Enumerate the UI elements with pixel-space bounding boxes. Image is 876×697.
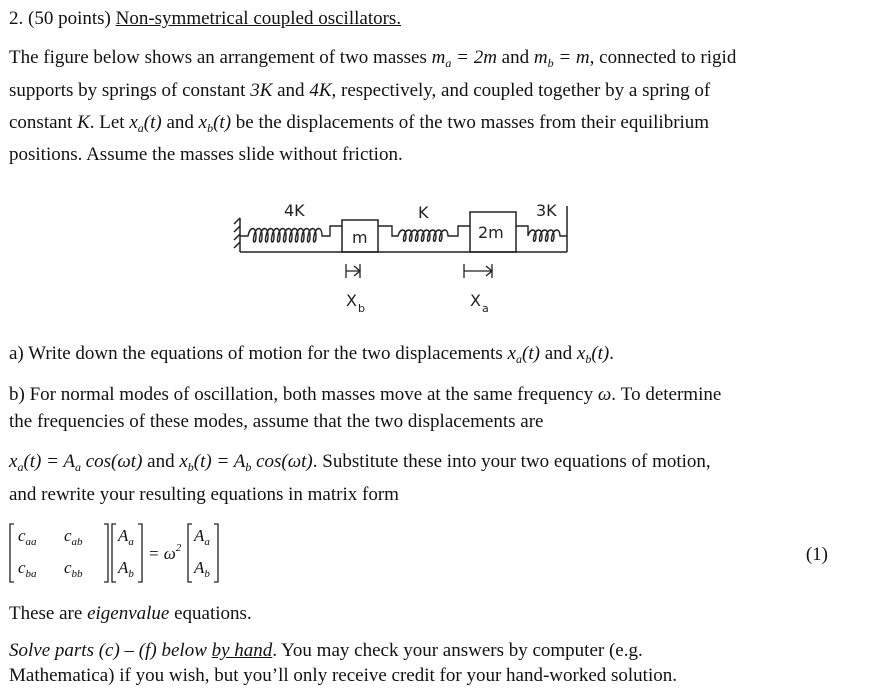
eigen-text: These are	[9, 603, 83, 624]
part-b-line-1	[9, 384, 721, 406]
equation-number: (1)	[805, 544, 828, 565]
left-wall	[234, 218, 240, 252]
omega-squared: = $\omega^2$	[148, 542, 182, 563]
vector-a-a: $A_a$	[118, 526, 134, 548]
eigen-emphasis: eigenvalue	[87, 603, 170, 624]
spring-left-label: 4K	[284, 201, 305, 220]
disp-left-label: X	[346, 291, 357, 310]
vector-a-b: $A_b$	[118, 558, 134, 580]
intro-text: positions. Assume the masses slide without friction.	[9, 144, 403, 165]
part-b-and: and	[147, 451, 175, 472]
disp-right-sub: a	[482, 302, 489, 315]
mass-b-symbol: $m_b = m$	[533, 47, 590, 70]
omega-symbol: ω	[597, 384, 612, 405]
solve-line-2	[9, 665, 677, 687]
intro-text: The figure below shows an arrangement of two masses	[9, 47, 427, 68]
part-a-text: a) Write down the equations of motion for the two displacements	[9, 343, 503, 364]
problem-heading	[9, 8, 401, 30]
vector-a-a-rhs: $A_a$	[194, 526, 210, 548]
spring-middle	[378, 226, 470, 241]
vector-a-b-rhs: $A_b$	[194, 558, 210, 580]
intro-line-1	[9, 47, 736, 74]
part-b-text: b) For normal modes of oscillation, both masses move at the same frequency	[9, 384, 594, 405]
matrix-brackets	[8, 520, 268, 586]
spring-right-label: 3K	[536, 201, 557, 220]
disp-left-sub: b	[358, 302, 365, 315]
eigen-line	[9, 603, 252, 625]
part-a-and: and	[544, 343, 573, 364]
spring-constant-k: K	[77, 112, 90, 133]
intro-line-4	[9, 144, 403, 166]
part-b-text: . To determine	[611, 384, 722, 405]
intro-text: , connected to rigid	[589, 47, 737, 68]
intro-line-3	[9, 112, 709, 139]
intro-and: and	[277, 80, 305, 101]
part-b-line-4	[9, 484, 399, 506]
problem-number: 2.	[9, 8, 24, 29]
displacement-arrow-right	[464, 264, 492, 278]
spring-middle-label: K	[418, 203, 429, 222]
part-b-text: and rewrite your resulting equations in matrix form	[9, 484, 399, 505]
intro-and: and	[501, 47, 530, 68]
eigen-text: equations.	[174, 603, 252, 624]
spring-constant-4k: 4K	[309, 80, 332, 101]
disp-right-label: X	[470, 291, 481, 310]
solve-line-1	[9, 640, 643, 662]
spring-right	[516, 226, 567, 241]
part-b-line-2	[9, 411, 543, 433]
xa-symbol: $x_a(t)$	[507, 343, 540, 366]
problem-points: (50 points)	[28, 8, 111, 29]
part-a-end: .	[609, 343, 615, 364]
xa-symbol: $x_a(t)$	[129, 112, 162, 135]
part-b-text: . Substitute these into your two equations of motion,	[312, 451, 711, 472]
spring-left	[240, 226, 342, 242]
part-b-text: the frequencies of these modes, assume that the two displacements are	[9, 411, 544, 432]
xb-symbol: $x_b(t)$	[576, 343, 610, 366]
intro-text: supports by springs of constant	[9, 80, 246, 101]
intro-text: constant	[9, 112, 73, 133]
part-b-line-3	[9, 451, 711, 478]
mass-m-label: m	[352, 228, 368, 247]
displacement-arrow-left	[346, 264, 360, 278]
xa-cos-equation: $x_a(t) = A_a$ cos(ωt)	[9, 451, 143, 474]
matrix-c-ba: $c_{ba}$	[18, 558, 37, 580]
intro-text: , respectively, and coupled together by a spring of	[331, 80, 711, 101]
solve-parts: Solve parts (c) – (f) below	[9, 640, 207, 661]
by-hand-emphasis: by hand	[211, 640, 273, 661]
problem-title: Non-symmetrical coupled oscillators.	[115, 8, 402, 29]
matrix-equation	[8, 520, 268, 586]
mass-2m-label: 2m	[478, 223, 504, 242]
solve-text: . You may check your answers by computer (e.g.	[272, 640, 643, 661]
matrix-c-aa: $c_{aa}$	[18, 526, 37, 548]
intro-and: and	[166, 112, 194, 133]
oscillator-diagram	[222, 196, 582, 326]
matrix-c-bb: $c_{bb}$	[64, 558, 83, 580]
solve-text: Mathematica) if you wish, but you’ll only receive credit for your hand-worked solution.	[9, 665, 677, 686]
matrix-c-ab: $c_{ab}$	[64, 526, 83, 548]
spring-constant-3k: 3K	[250, 80, 273, 101]
intro-text: be the displacements of the two masses from their equilibrium	[235, 112, 710, 133]
xb-cos-equation: $x_b(t) = A_b$ cos(ωt)	[179, 451, 313, 474]
intro-text: . Let	[89, 112, 125, 133]
mass-a-symbol: $m_a = 2m$	[431, 47, 497, 70]
part-a	[9, 343, 614, 370]
xb-symbol: $x_b(t)$	[198, 112, 232, 135]
intro-line-2	[9, 80, 710, 102]
